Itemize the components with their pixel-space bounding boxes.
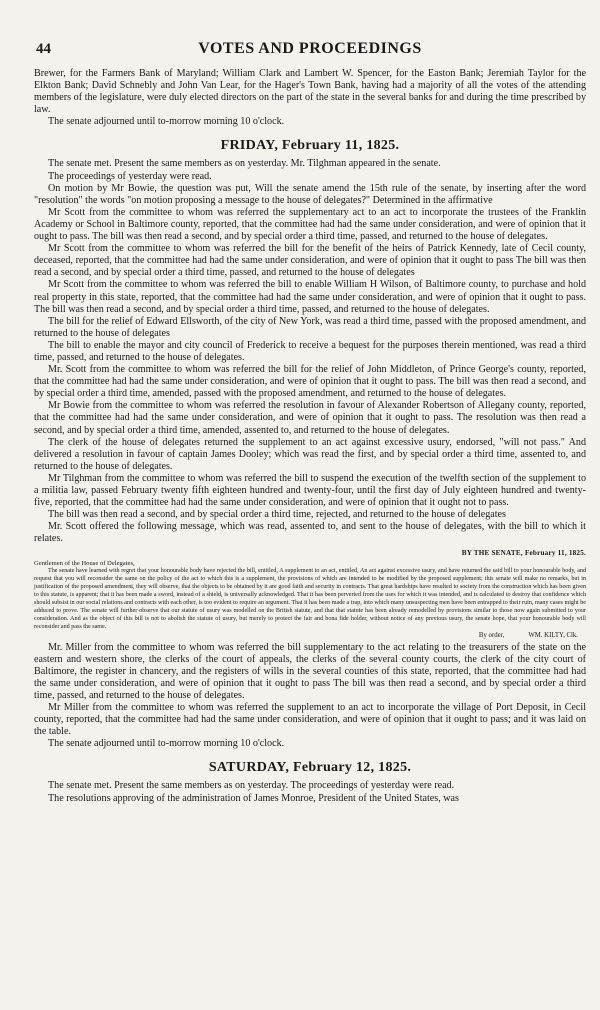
saturday-proceedings (34, 780, 586, 804)
paragraph: The bill was then read a second, and by special order a third time, rejected, and returned to the house of delegates (48, 509, 506, 521)
friday-later-proceedings (34, 642, 586, 751)
paragraph: Mr. Miller from the committee to whom was referred the bill supplementary to the act relating to the treasurers of the state on the eastern and western shore, the clerks of the court of appeals, the clerks of the several county courts, the clerk of the city court of Baltimore, the register in chancery, and the registers of wills in the several counties of this state, reported, that the committee had had the same under consideration, and were of opinion that it ought to pass The bill was then read a second, and by special order a third time, passed, and returned to the house of delegates. (34, 641, 586, 701)
paragraph: On motion by Mr Bowie, the question was put, Will the senate amend the 15th rule of the senate, by inserting after the word "resolution" the words "on motion proposing a message to the house of delegates?" Determined in the affirmative (34, 182, 586, 206)
by-order: By order, (478, 631, 505, 639)
paragraph: The bill to enable the mayor and city council of Frederick to receive a bequest for the purposes therein mentioned, was read a third time, passed, and returned to the house of delegates. (34, 339, 586, 363)
paragraph: Mr Tilghman from the committee to whom was referred the bill to suspend the execution of the twelfth section of the supplement to a militia law, passed February twenty fifth eighteen hundred and twenty-four, until the first day of July eighteen hundred and twenty-five, reported, that the committee had had the same under consideration, and were of opinion that it ought not to pass. (34, 472, 586, 509)
page-number: 44 (36, 41, 51, 57)
paragraph: Mr Scott from the committee to whom was referred the bill to enable William H Wilson, of Baltimore county, to purchase and hold real property in this state, reported, that the committee had had the same under consideration, and were of opinion that it ought to pass. The bill was then read a second, and by special order a third time, passed, and returned to the house of delegates. (34, 279, 586, 315)
clerk-signature: WM. KILTY, Clk. (528, 631, 578, 639)
paragraph: Mr Bowie from the committee to whom was referred the resolution in favour of Alexander Robertson of Allegany county, reported, that the committee had had the same under consideration, and were of opinion that it ought to pass. The resolution was then read a second, and by special order a third time, amended, assented to, and returned to the house of delegates. (34, 400, 586, 436)
paragraph: Mr Scott from the committee to whom was referred the supplementary act to an act to incorporate the trustees of the Franklin Academy or School in Baltimore county, reported, that the committee had had the same under consideration, and were of opinion that it ought to pass. The bill was then read a second, and by special order a third time, passed, and returned to the house of delegates. (34, 206, 586, 243)
running-title: VOTES AND PROCEEDINGS (198, 40, 422, 57)
message-salutation: Gentlemen of the House of Delegates, (34, 560, 135, 568)
friday-proceedings (34, 158, 586, 545)
paragraph: The bill for the relief of Edward Ellsworth, of the city of New York, was read a third time, passed with the proposed amendment, and returned to the house of delegates (34, 315, 586, 339)
paragraph: Mr. Scott from the committee to whom was referred the bill for the relief of John Middleton, of Prince George's county, reported, that the committee had had the same under consideration, and were of opinion that it ought to pass. The bill was then read a second, and by special order a third time, amended, passed with the proposed amendment, and returned to the house of delegates. (34, 364, 586, 400)
paragraph: The senate met. Present the same members as on yesterday. Mr. Tilghman appeared in the senate. (48, 158, 441, 170)
paragraph: The senate adjourned until to-morrow morning 10 o'clock. (48, 738, 285, 750)
adjournment-line: The senate adjourned until to-morrow morning 10 o'clock. (48, 116, 285, 128)
opening-paragraph: Brewer, for the Farmers Bank of Maryland; William Clark and Lambert W. Spencer, for the Easton Bank; Jeremiah Taylor for the Elkton Bank; David Schnebly and John Van Lear, for the Hager's Town Bank, having had a majority of all the votes of the attending members of the legislature, were duly elected directors on the part of the state in the several banks for and during the time prescribed by law. (34, 68, 586, 116)
friday-heading: FRIDAY, February 11, 1825. (220, 138, 400, 154)
saturday-heading: SATURDAY, February 12, 1825. (208, 760, 412, 776)
paragraph: The resolutions approving of the administration of James Monroe, President of the United States, was (48, 792, 459, 804)
message-body: The senate have learned with regret that your honourable body have rejected the bill, entitled, A supplement to an act, entitled, An act against excessive usury, and have returned the said bill to your honourable body, and request that you will reconsider the same on the policy of the act to which this is a supplement, the provisions of which are intended to be modified by the proposed supplement; this senate will make no remarks, but in justification of the proposed amendment, they will observe, that the objects to be obtained by it are good faith and security in contracts. That great hardships have resulted to society from the construction which has been given to this statute, is apparent; that it has been made a sword, instead of a shield, is universally acknowledged. That it has been perverted from the uses for which it was intended, and is calculated to destroy that confidence which should subsist in our social relations and contracts with each other, is too evident to require an argument. That it has been made a trap, into which many unsuspecting men have been entrapped to their ruin, many cases might be adduced to prove. The senate will further observe that our statute of usury was modelled on the British statute, and that that statute has been already remodelled by provisions similar to those now again submitted to your consideration. And as the object of this bill is not to abolish the statute of usury, but merely to protect the fair and bona fide holder, without notice of any previous usury, the senate hope, that your honourable body will reconsider and pass the same. (34, 568, 586, 630)
paragraph: The senate met. Present the same members as on yesterday. The proceedings of yesterday were read. (48, 780, 455, 792)
senate-message (34, 560, 586, 631)
paragraph: Mr Scott from the committee to whom was referred the bill for the benefit of the heirs of Patrick Kennedy, late of Cecil county, deceased, reported, that the committee had had the same under consideration, and were of opinion that it ought to pass The bill was then read a second, and by special order a third time, passed, and returned to the house of delegates (34, 243, 586, 279)
paragraph: Mr. Scott offered the following message, which was read, assented to, and sent to the house of delegates, with the bill to which it relates. (34, 521, 586, 545)
paragraph: The clerk of the house of delegates returned the supplement to an act against excessive usury, endorsed, "will not pass." And delivered a resolution in favour of captain James Dooley; which was read the first, and by special order a third time, assented to, and returned to the house of delegates. (34, 436, 586, 472)
message-heading: BY THE SENATE, February 11, 1825. (461, 549, 586, 558)
paragraph: The proceedings of yesterday were read. (48, 170, 212, 182)
paragraph: Mr Miller from the committee to whom was referred the supplement to an act to incorporate the village of Port Deposit, in Cecil county, reported, that the committee had had the same under consideration, and were of opinion that it ought to pass; and it was laid on the table. (34, 702, 586, 738)
message-signature-block (34, 632, 578, 640)
